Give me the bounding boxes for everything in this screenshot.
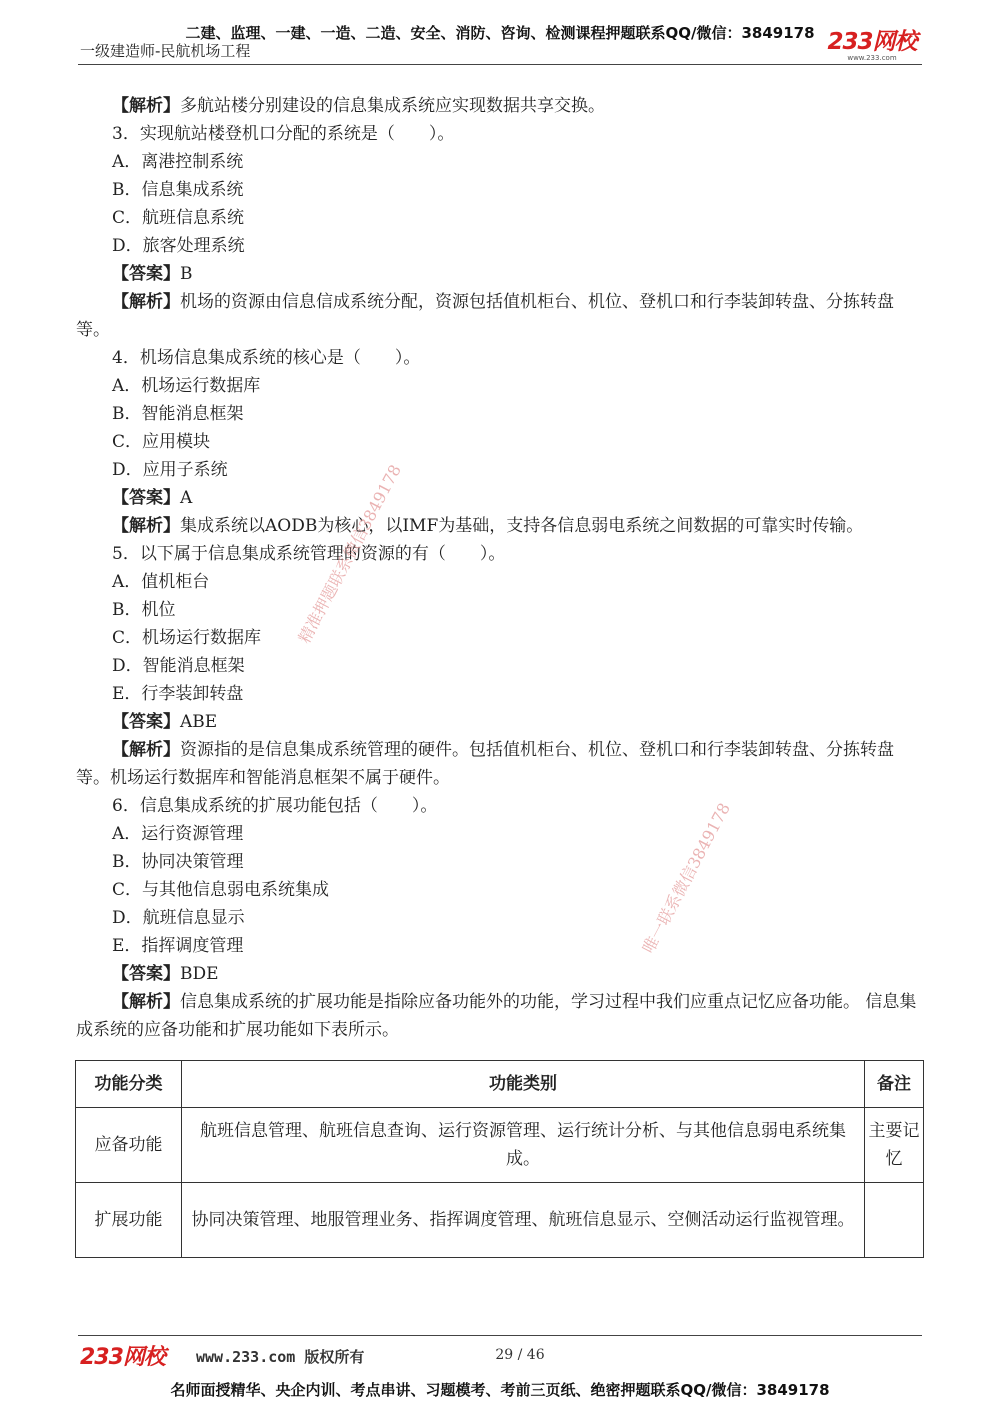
table-cell-function: 协同决策管理、地服管理业务、指挥调度管理、航班信息显示、空侧活动运行监视管理。 <box>182 1183 865 1258</box>
option-text: D．应用子系统 <box>112 460 228 480</box>
explanation-paragraph <box>76 960 926 988</box>
paragraph-text: 资源指的是信息集成系统管理的硬件。包括值机柜台、机位、登机口和行李装卸转盘、分拣转盘等。机场运行数据库和智能消息框架不属于硬件。 <box>76 740 894 788</box>
label-tag: 【答案】 <box>112 712 180 732</box>
label-tag: 【答案】 <box>112 964 180 984</box>
option-text: C．航班信息系统 <box>112 208 245 228</box>
paragraph-text: 多航站楼分别建设的信息集成系统应实现数据共享交换。 <box>180 96 605 116</box>
label-tag: 【解析】 <box>112 96 180 116</box>
paragraph-text: B <box>180 264 193 284</box>
footer-copyright: www.233.com 版权所有 <box>196 1348 365 1366</box>
option-text: A．运行资源管理 <box>112 824 244 844</box>
table-cell-category: 扩展功能 <box>76 1183 182 1258</box>
question-text: 3．实现航站楼登机口分配的系统是（ ）。 <box>112 124 455 144</box>
logo-text: 233网校 <box>827 29 917 55</box>
option-text: E．行李装卸转盘 <box>112 684 244 704</box>
label-tag: 【解析】 <box>112 516 180 536</box>
option-text: D．智能消息框架 <box>112 656 245 676</box>
question-text: 5．以下属于信息集成系统管理的资源的有（ ）。 <box>112 544 506 564</box>
footer-logo: 233网校 <box>80 1345 165 1370</box>
explanation-paragraph <box>76 484 926 512</box>
table-header-category: 功能分类 <box>76 1061 182 1108</box>
option-text: B．智能消息框架 <box>112 404 244 424</box>
question-text: 6．信息集成系统的扩展功能包括（ ）。 <box>112 796 438 816</box>
footer-divider <box>78 1335 922 1336</box>
logo-url: www.233.com <box>847 54 897 62</box>
paragraph-text: BDE <box>180 964 219 984</box>
label-tag: 【解析】 <box>112 992 180 1012</box>
option-text: B．机位 <box>112 600 176 620</box>
explanation-paragraph <box>76 288 926 344</box>
option-text: B．信息集成系统 <box>112 180 244 200</box>
question-text: 4．机场信息集成系统的核心是（ ）。 <box>112 348 421 368</box>
option-text: A．离港控制系统 <box>112 152 244 172</box>
watermark-text: 精准押题联系微信3849178 <box>294 461 405 647</box>
option-text: C．机场运行数据库 <box>112 628 262 648</box>
explanation-paragraph <box>76 92 926 120</box>
paragraph-text: A <box>180 488 193 508</box>
table-cell-category: 应备功能 <box>76 1108 182 1183</box>
option-text: C．与其他信息弱电系统集成 <box>112 880 330 900</box>
header-banner: 二建、监理、一建、一造、二造、安全、消防、咨询、检测课程押题联系QQ/微信：3849178 <box>185 24 815 42</box>
paragraph-text: 集成系统以AODB为核心，以IMF为基础，支持各信息弱电系统之间数据的可靠实时传输。 <box>180 516 864 536</box>
label-tag: 【答案】 <box>112 264 180 284</box>
option-text: D．航班信息显示 <box>112 908 245 928</box>
footer-banner: 名师面授精华、央企内训、考点串讲、习题模考、考前三页纸、绝密押题联系QQ/微信：3849178 <box>170 1381 830 1399</box>
paragraph-text: 信息集成系统的扩展功能是指除应备功能外的功能，学习过程中我们应重点记忆应备功能。 信息集成系统的应备功能和扩展功能如下表所示。 <box>76 992 917 1040</box>
explanation-paragraph <box>76 708 926 736</box>
table-cell-note: 主要记忆 <box>865 1108 924 1183</box>
paragraph-text: 机场的资源由信息信成系统分配，资源包括值机柜台、机位、登机口和行李装卸转盘、分拣转盘等。 <box>76 292 894 340</box>
option-text: B．协同决策管理 <box>112 852 244 872</box>
option-text: E．指挥调度管理 <box>112 936 244 956</box>
table-header-function: 功能类别 <box>182 1061 865 1108</box>
table-header-row <box>76 1061 924 1108</box>
label-tag: 【解析】 <box>112 740 180 760</box>
page-number: 29 / 46 <box>495 1347 545 1363</box>
option-text: A．值机柜台 <box>112 572 210 592</box>
header-divider <box>78 64 922 65</box>
table-header-note: 备注 <box>865 1061 924 1108</box>
explanation-paragraph <box>76 736 926 792</box>
table-row <box>76 1183 924 1258</box>
document-body <box>76 92 926 1044</box>
subject-title: 一级建造师-民航机场工程 <box>80 42 251 60</box>
option-text: A．机场运行数据库 <box>112 376 261 396</box>
table-row <box>76 1108 924 1183</box>
table-cell-note <box>865 1183 924 1258</box>
explanation-paragraph <box>76 260 926 288</box>
label-tag: 【答案】 <box>112 488 180 508</box>
option-text: D．旅客处理系统 <box>112 236 245 256</box>
label-tag: 【解析】 <box>112 292 180 312</box>
function-table <box>75 1060 924 1258</box>
header-logo <box>822 30 922 62</box>
option-text: C．应用模块 <box>112 432 211 452</box>
explanation-paragraph <box>76 988 926 1044</box>
paragraph-text: ABE <box>180 712 218 732</box>
table-cell-function: 航班信息管理、航班信息查询、运行资源管理、运行统计分析、与其他信息弱电系统集成。 <box>182 1108 865 1183</box>
watermark-text: 唯一联系微信3849178 <box>638 799 734 957</box>
explanation-paragraph <box>76 512 926 540</box>
